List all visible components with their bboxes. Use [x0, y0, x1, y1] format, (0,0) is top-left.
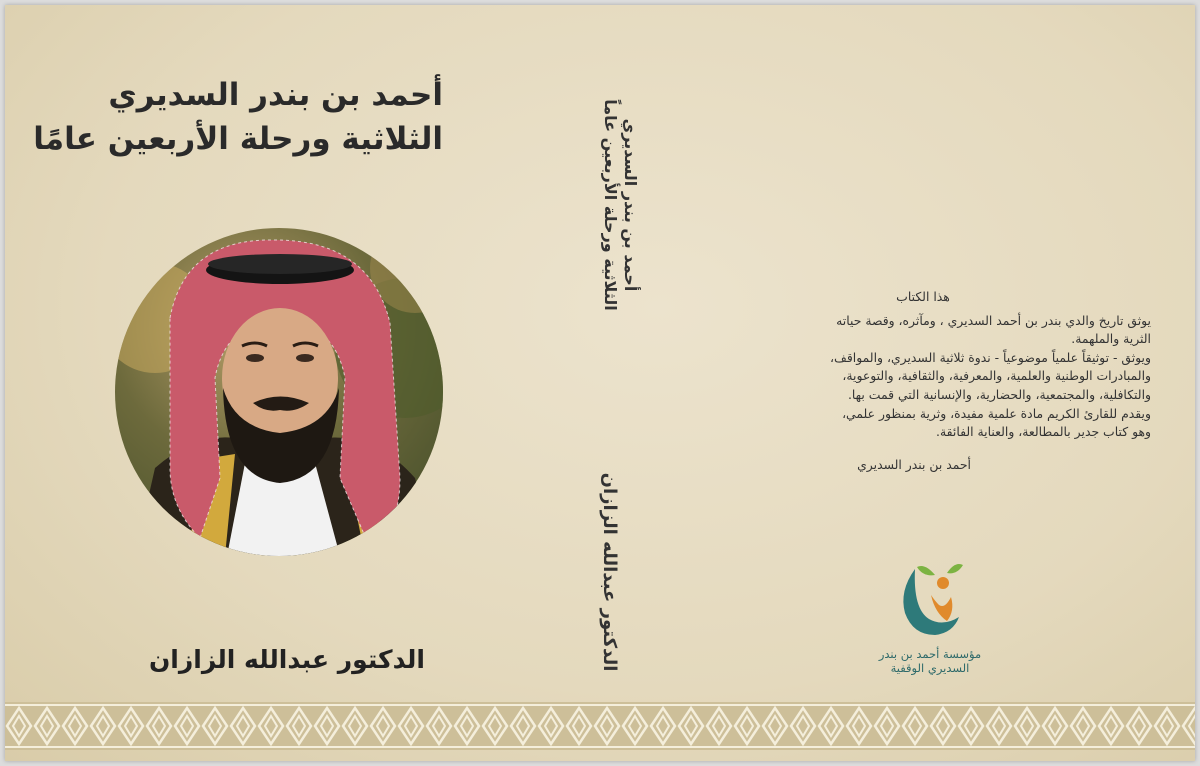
spine-title-line2: الثلاثية ورحلة الأربعين عاماً [601, 99, 620, 311]
portrait-illustration [115, 228, 443, 556]
foundation-logo [855, 561, 1005, 681]
blurb-para2-line3: والتكافلية، والمجتمعية، والحضارية، والإنسانية التي قمت بها. [847, 386, 1151, 402]
blurb-heading: هذا الكتاب [896, 289, 950, 304]
blurb-para2-line2: والمبادرات الوطنية والعلمية، والمعرفية، والثقافية، والتوعوية، [842, 368, 1151, 384]
decorative-border [5, 702, 1195, 750]
author-portrait [115, 228, 443, 556]
foundation-logo-icon [895, 561, 965, 639]
blurb-para1-line2: الثرية والملهمة. [1071, 331, 1151, 347]
front-title [23, 73, 443, 161]
blurb-para3-line2: وهو كتاب جدير بالمطالعة، والعناية الفائقة. [936, 424, 1151, 440]
spine-title-line1: أحمد بن بندر السديري [621, 118, 640, 292]
diamond-pattern [5, 702, 1195, 750]
blurb-para2-line1: ويوثق - توثيقاً علمياً موضوعياً - ندوة ثلاثية السديري، والمواقف، [830, 349, 1151, 365]
blurb-signature: أحمد بن بندر السديري [857, 456, 971, 472]
spine-author-name: الدكتور عبدالله الزازان [599, 472, 620, 672]
front-title-line2: الثلاثية ورحلة الأربعين عامًا [33, 121, 443, 157]
blurb-para1-line1: يوثق تاريخ والدي بندر بن أحمد السديري ، ومآثره، وقصة حياته [836, 312, 1151, 328]
foundation-name-line2: السديري الوقفية [890, 661, 970, 675]
spine-title [600, 80, 640, 330]
front-title-line1: أحمد بن بندر السديري [108, 77, 443, 113]
foundation-name-line1: مؤسسة أحمد بن بندر [878, 647, 982, 661]
front-author-name: الدكتور عبدالله الزازان [148, 645, 425, 674]
blurb-para3-line1: ويقدم للقارئ الكريم مادة علمية مفيدة، وثرية بمنظور علمي، [842, 405, 1151, 421]
back-cover-blurb [695, 288, 1151, 474]
foundation-name [855, 647, 1005, 675]
book-cover-spread [5, 5, 1195, 761]
